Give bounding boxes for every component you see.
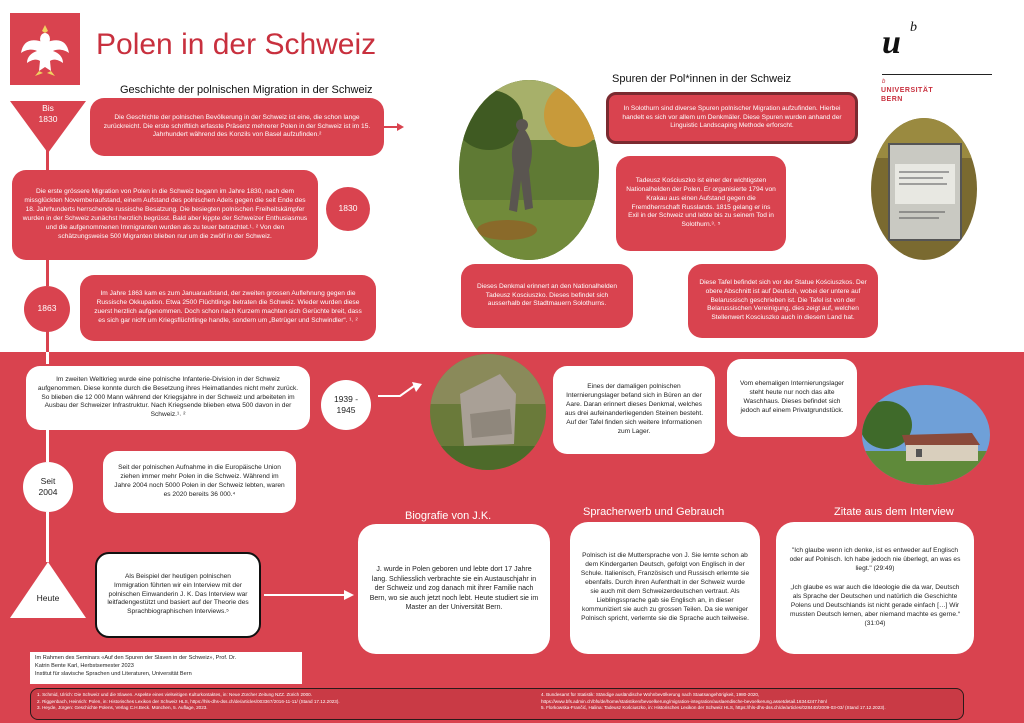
quotes-box — [776, 522, 974, 654]
quote-2: „Ich glaube es war auch die Ideologie die da war, Deutsch als Sprache der Deutschen und natürlich die Geschichte Polens und Deutschlands ist nicht gerade einfach […] Wir mussten Deutsch lernen, aber niemand machte es gerne.“ (31:04) — [789, 584, 961, 627]
kosciuszko-statue-photo — [459, 80, 599, 260]
traces-intro-box: In Solothurn sind diverse Spuren polnischer Migration aufzufinden. Hierbei handelt es sich vor allem um Denkmäler. Diese Spuren wurden anhand der Linguistic Landscaping Methode erforscht. — [606, 92, 858, 144]
timeline-circle-1939: 1939 - 1945 — [321, 380, 371, 430]
university-logo-mark: u — [882, 24, 901, 61]
credits-line-2: Katrin Bente Karl, Herbstsemester 2023 — [35, 662, 134, 669]
timeline-line-3 — [46, 330, 49, 352]
footnotes-left — [37, 692, 507, 712]
history-heading: Geschichte der polnischen Migration in der Schweiz — [120, 84, 373, 96]
timeline-label-bis1830: Bis 1830 — [38, 103, 58, 125]
history-box-2004: Seit der polnischen Aufnahme in die Europäische Union ziehen immer mehr Polen in die Schweiz. Während im Jahre 2004 noch 5000 Polen in der Schweiz lebten, waren es 2020 bereits 36 000.⁴ — [103, 451, 296, 513]
history-box-1830: Die erste grössere Migration von Polen in die Schweiz begann im Jahre 1830, nach dem missglückten Novemberaufstand, einem Aufstand des polnischen Adels gegen die seit Ende des 18. Jahrhunderts herrschende russische Besatzung. Die besiegten polnischen Freiheitskämpfer wurden in der Schweiz zunächst herzlich begrüsst. Bald aber kippte der Schweizer Enthusiasmus und die aufgenommenen Immigranten wurden als zu teuer betrachtet.¹˒ ² Von den schätzungsweise 500 Migranten blieben nur um die zwölf in der Schweiz. — [12, 170, 318, 260]
washhouse-photo — [862, 385, 990, 485]
tafel-info-box: Diese Tafel befindet sich vor der Statue Kościuszkos. Der obere Abschnitt ist auf Deutsch, wobei der untere auf Belarussisch geschrieben ist. Die Tafel ist von der Belarussischen Vereinigung, dies zeigt auf, welchen Stellenwert Kosciuszko auch in diesem Land hat. — [688, 264, 878, 338]
quotes-heading: Zitate aus dem Interview — [834, 506, 954, 518]
footnote-item: https://www.bfs.admin.ch/bfs/de/home/statistiken/bevoelkerung/migration-integration/auslaendische-bevoelkerung.assetdetail.16344247.html — [541, 698, 827, 704]
arrow-icon — [264, 590, 354, 600]
footnote-item: 1. Schmid, Ulrich: Die Schweiz und die Slawen. Aspekte eines vielseitigen Kulturkontaktes, in: Neue Zürcher Zeitung NZZ. Zürich 2000. — [37, 692, 312, 697]
university-logo — [878, 20, 998, 110]
timeline-line-4 — [46, 352, 49, 364]
history-box-bis1830: Die Geschichte der polnischen Bevölkerung in der Schweiz ist eine, die schon lange zurückreicht. Die erste schriftlich erfasste Präsenz mehrerer Polen in der Schweiz ist im 15. Jahrhundert während des Konzils von Basel aufzufinden.² — [90, 98, 384, 156]
language-box: Polnisch ist die Muttersprache von J. Sie lernte schon ab dem Kindergarten Deutsch, gefolgt von Englisch in der Schule. Italienisch, Französisch und Russisch erlernte sie ebenfalls. Durch ihren Aufenthalt in der Schweiz wurde sie auch mit dem Schweizerdeutschen vertraut. Als Lieblingssprache gab sie Englisch an, in dieser kommuniziert sie auch zu grossen Teilen. Da sie weniger Polnisch spricht, verlernte sie die Sprache auch teilweise. — [570, 522, 760, 654]
polish-eagle-icon — [17, 19, 73, 79]
history-box-1939: Im zweiten Weltkrieg wurde eine polnische Infanterie-Division in der Schweiz aufgenommen. Diese konnte durch die Besetzung ihres Heimatlandes nicht mehr zurück. So blieben die 12 000 Mann während der Kriegsjahre in der Schweiz und arbeiteten im Ausbau der Schweizer Infrastruktur. Nach Kriegsende blieben etwa 500 davon in der Schweiz.¹˒ ² — [26, 366, 310, 430]
language-heading: Spracherwerb und Gebrauch — [583, 506, 725, 518]
timeline-line-6 — [46, 512, 49, 562]
footnote-item: 3. Heyde, Jürgen: Geschichte Polens, Verlag C.H.Beck. München, 5. Auflage, 2023. — [37, 705, 208, 711]
university-name-line1: UNIVERSITÄT — [881, 87, 934, 94]
waschhaus-info-box: Vom ehemaligen Internierungslager steht heute nur noch das alte Waschhaus. Dieses befindet sich jedoch auf einem Privatgrundstück. — [727, 359, 857, 437]
polish-flag-logo — [10, 13, 80, 85]
timeline-circle-1830: 1830 — [326, 187, 370, 231]
bio-heading: Biografie von J.K. — [405, 510, 492, 522]
university-logo-small-b: b — [882, 79, 886, 85]
internment-camp-memorial-photo — [430, 354, 546, 470]
credits-line-3: Institut für slavische Sprachen und Literaturen, Universität Bern — [35, 670, 192, 677]
footnote-item: 4. Bundesamt für Statistik: Ständige ausländische Wohnbevölkerung nach Staatsangehörigkeit, 1980-2020, — [541, 692, 760, 697]
timeline-circle-1863: 1863 — [24, 286, 70, 332]
credits-box — [30, 652, 302, 684]
timeline-line-1 — [46, 150, 49, 170]
footnote-item: 5. Florkowska-Frančić, Halina: Tadeusz Kościuszko, in: Historisches Lexikon der Schweiz HLS, https://hls-dhs-dss.ch/de/articles/028440/2009-03-03/ (Stand 17.12.2023). — [541, 705, 886, 711]
arrow-icon — [384, 122, 404, 132]
footnotes-right — [541, 692, 961, 712]
footnote-item: 2. Riggenbach, Heinrich: Polen, in: Historisches Lexikon der Schweiz HLS, https://hls-dhs-dss.ch/de/articles/003367/2016-11-11/ (Stand 17.12.2023). — [37, 698, 340, 704]
timeline-label-heute: Heute — [36, 593, 60, 603]
university-name-line2: BERN — [881, 96, 903, 103]
denkmal-info-box: Dieses Denkmal erinnert an den Nationalhelden Tadeusz Kosciuszko. Dieses befindet sich ausserhalb der Stadtmauern Solothurns. — [461, 264, 633, 328]
kosciuszko-info-box: Tadeusz Kościuszko ist einer der wichtigsten Nationalhelden der Polen. Er organisierte 1794 von Krakau aus einen Aufstand gegen die Fremdherrschaft Russlands. 1815 gelang er ins Exil in der Schweiz und lebte bis zu seinem Tod in Solothurn.³˒ ⁵ — [616, 156, 786, 251]
quote-1: "Ich glaube wenn ich denke, ist es entweder auf Englisch oder auf Polnisch. Ich habe jedoch nie überlegt, an was es liegt." (29:49) — [789, 547, 961, 573]
biography-box: J. wurde in Polen geboren und lebte dort 17 Jahre lang. Schliesslich verbrachte sie ein Austauschjahr in der Schweiz und zog danach mit ihrer Familie nach Bern, wo sie auch jetzt noch lebt. Heute studiert sie im Master an der Universität Bern. — [358, 524, 550, 654]
page-title: Polen in der Schweiz — [96, 28, 377, 61]
timeline-triangle-heute — [10, 562, 86, 618]
lager-info-box: Eines der damaligen polnischen Internierungslager befand sich in Büren an der Aare. Daran erinnert dieses Denkmal, welches aus drei aufeinanderliegenden Steinen besteht. Auf der Tafel finden sich weitere Informationen zum Lager. — [553, 366, 715, 454]
history-box-1863: Im Jahre 1863 kam es zum Januaraufstand, der zweiten grossen Auflehnung gegen die Russische Okkupation. Etwa 2500 Flüchtlinge betraten die Schweiz. Wieder wurden diese zuerst herzlich aufgenommen. Doch schon nach Kurzem machten sich Gerüchte breit, dass es sich gar nicht um Kriegsflüchtlinge handle, sondern um „Betrüger und Schwindler“. ¹˒ ² — [80, 275, 376, 341]
arrow-icon — [378, 382, 428, 400]
timeline-line-5 — [46, 430, 49, 462]
timeline-circle-2004: Seit 2004 — [23, 462, 73, 512]
memorial-plaque-photo — [871, 118, 977, 260]
footnotes-box — [30, 688, 964, 720]
history-box-heute: Als Beispiel der heutigen polnischen Immigration führten wir ein Interview mit der polnischen Einwanderin J. K. Das Interview war leitfadengestützt und basiert auf der Theorie des Sprachbiographischen Interviews.⁵ — [95, 552, 261, 638]
timeline-line-2 — [46, 260, 49, 286]
traces-heading: Spuren der Pol*innen in der Schweiz — [612, 73, 792, 85]
university-logo-mark-sup: b — [910, 20, 917, 35]
credits-line-1: Im Rahmen des Seminars «Auf den Spuren der Slaven in der Schweiz», Prof. Dr. — [35, 655, 237, 661]
